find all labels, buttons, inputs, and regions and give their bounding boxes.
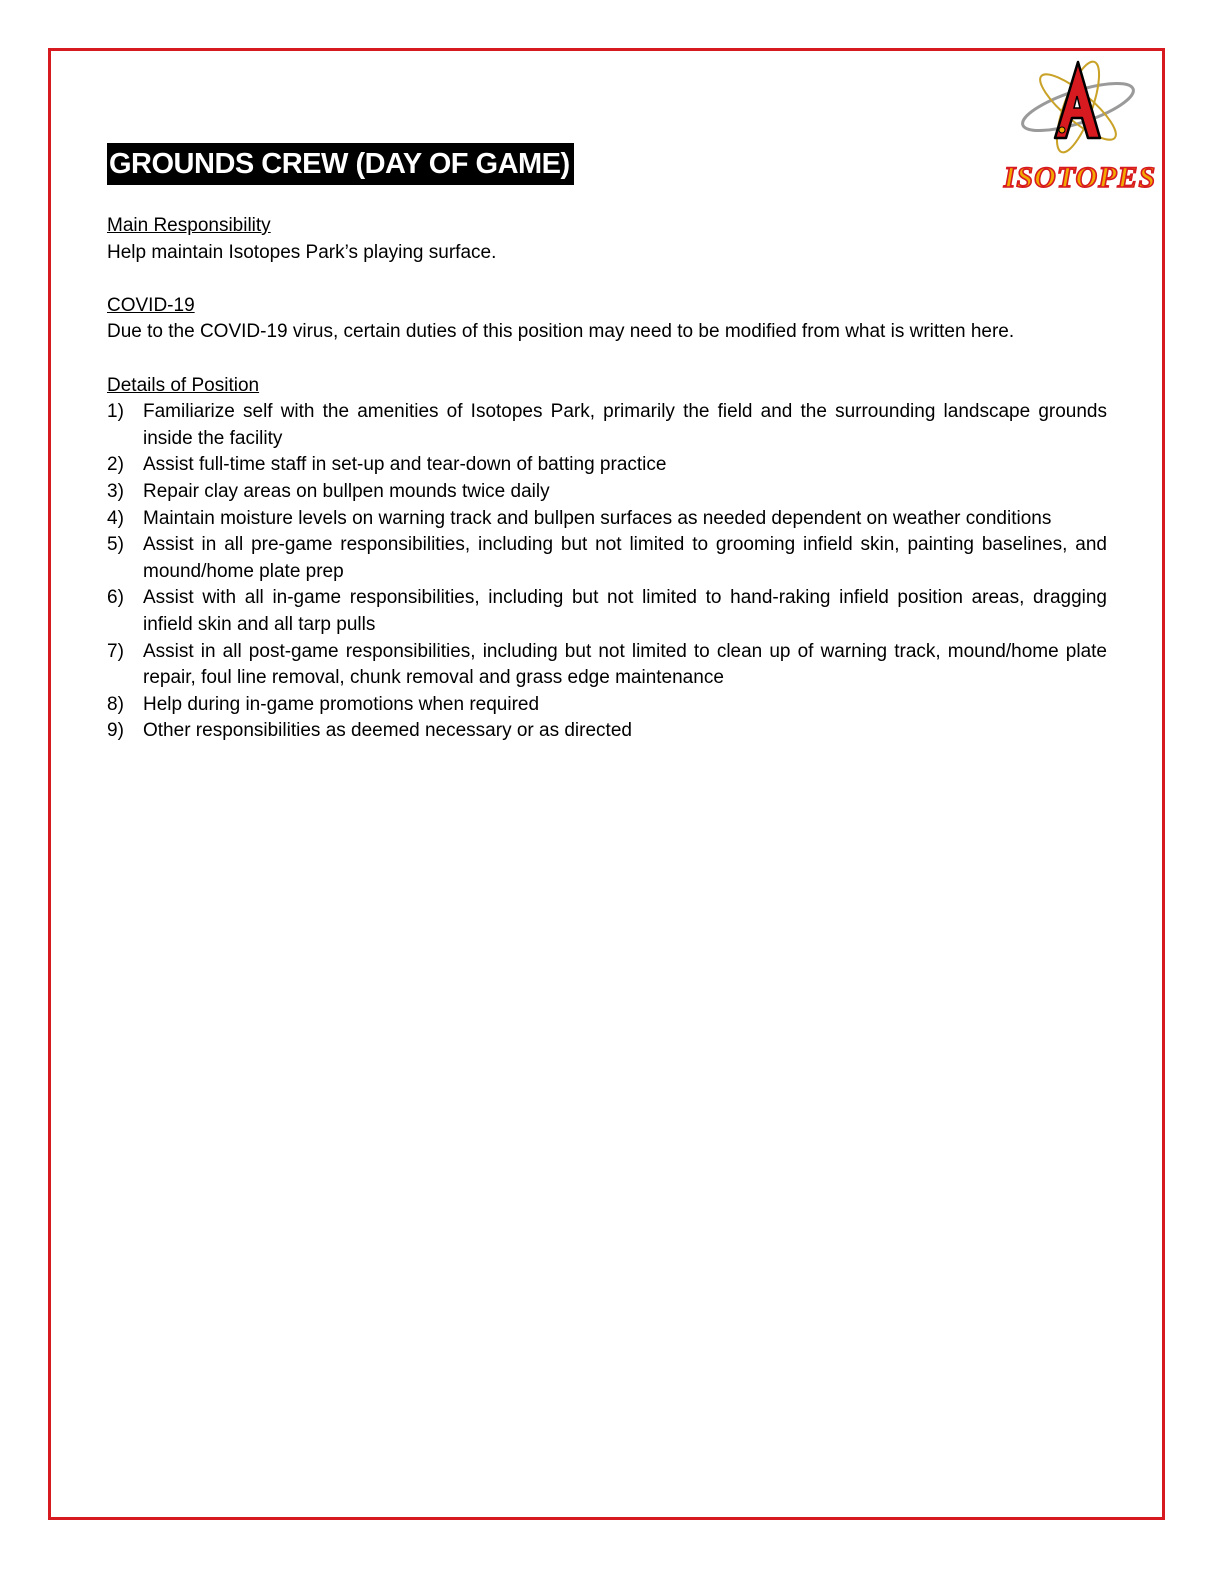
item-text: Repair clay areas on bullpen mounds twice daily — [143, 480, 550, 502]
item-text: Familiarize self with the amenities of Isotopes Park, primarily the field and the surrounding landscape grounds inside the facility — [143, 401, 1107, 449]
item-text: Assist with all in-game responsibilities, including but not limited to hand-raking infield position areas, dragging infield skin and all tarp pulls — [143, 587, 1107, 635]
item-number: 4) — [107, 507, 124, 529]
section-heading: COVID-19 — [107, 294, 195, 316]
logo-wordmark: ISOTOPES — [1003, 161, 1157, 194]
atom-logo-icon — [1000, 52, 1160, 202]
details-list — [107, 399, 1107, 745]
item-text: Assist in all post-game responsibilities, including but not limited to clean up of warning track, mound/home plate repair, foul line removal, chunk removal and grass edge maintenance — [143, 640, 1107, 689]
list-item — [107, 639, 1107, 692]
item-text: Help during in-game promotions when required — [143, 693, 540, 715]
list-item — [107, 506, 1107, 533]
item-number: 1) — [107, 401, 124, 423]
list-item — [107, 479, 1107, 506]
item-number: 5) — [107, 534, 124, 556]
item-number: 2) — [107, 454, 124, 476]
page-title: GROUNDS CREW (DAY OF GAME) — [107, 143, 574, 185]
section-heading: Details of Position — [107, 374, 260, 396]
item-text: Assist full-time staff in set-up and tear-down of batting practice — [143, 454, 667, 476]
list-item — [107, 585, 1107, 638]
item-number: 9) — [107, 720, 124, 742]
item-number: 7) — [107, 640, 124, 662]
covid-section — [107, 293, 1107, 346]
item-text: Other responsibilities as deemed necessary or as directed — [143, 720, 632, 742]
item-text: Maintain moisture levels on warning track and bullpen surfaces as needed dependent on weather conditions — [143, 507, 1052, 529]
list-item — [107, 718, 1107, 745]
item-number: 3) — [107, 480, 124, 502]
main-responsibility-section — [107, 213, 1107, 266]
isotopes-logo — [1000, 52, 1160, 202]
list-item — [107, 399, 1107, 452]
document-body — [107, 213, 1107, 745]
list-item — [107, 532, 1107, 585]
item-text: Assist in all pre-game responsibilities, including but not limited to grooming infield skin, painting baselines, and mound/home plate prep — [143, 534, 1107, 582]
list-item — [107, 692, 1107, 719]
section-text: Help maintain Isotopes Park’s playing surface. — [107, 241, 497, 263]
item-number: 8) — [107, 693, 124, 715]
section-heading: Main Responsibility — [107, 215, 271, 236]
item-number: 6) — [107, 587, 124, 609]
details-section — [107, 373, 1107, 745]
list-item — [107, 452, 1107, 479]
section-text: Due to the COVID-19 virus, certain duties of this position may need to be modified from what is written here. — [107, 321, 1015, 343]
